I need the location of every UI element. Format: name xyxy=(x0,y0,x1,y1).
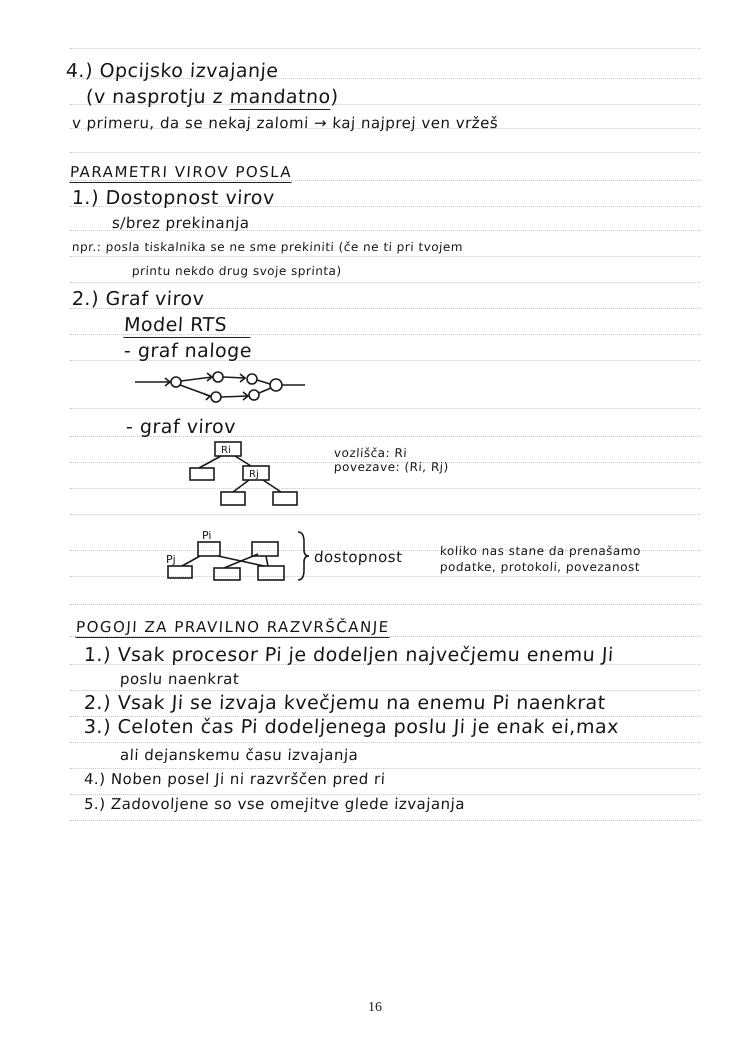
graf-virov-label: - graf virov xyxy=(125,416,237,438)
legend-povezave: povezave: (Ri, Rj) xyxy=(333,460,450,474)
condition-1-line2: poslu naenkrat xyxy=(119,670,240,688)
page-number: 16 xyxy=(368,1000,382,1015)
graf-naloge-label: - graf naloge xyxy=(123,340,253,362)
item-1-example-line1: npr.: posla tiskalnika se ne sme prekiniti (če ne ti pri tvojem xyxy=(71,240,464,254)
condition-2: 2.) Vsak Ji se izvaja kvečjemu na enemu Pi naenkrat xyxy=(83,692,607,714)
section-4-note-suffix: ) xyxy=(330,86,340,108)
resource-tree-diagram xyxy=(185,440,305,510)
condition-3-line2: ali dejanskemu času izvajanja xyxy=(119,746,359,764)
processor-network-diagram xyxy=(160,528,300,588)
pogoji-heading: POGOJI ZA PRAVILNO RAZVRŠČANJE xyxy=(75,618,391,636)
model-rts-heading: Model RTS xyxy=(123,314,251,338)
condition-1-line1: 1.) Vsak procesor Pi je dodeljen največjemu enemu Ji xyxy=(83,644,615,666)
section-4-title: 4.) Opcijsko izvajanje xyxy=(65,60,280,82)
network-label-pi: Pi xyxy=(202,529,212,542)
item-1-sub: s/brez prekinanja xyxy=(111,214,251,232)
section-4-note xyxy=(85,86,339,108)
item-1-example-line2: printu nekdo drug svoje sprinta) xyxy=(131,264,342,278)
dostopnost-label: dostopnost xyxy=(313,548,403,566)
mandatno-underlined: mandatno xyxy=(229,86,332,108)
task-graph-diagram xyxy=(130,370,310,405)
note-cost-line2: podatke, protokoli, povezanost xyxy=(439,560,641,574)
condition-5: 5.) Zadovoljene so vse omejitve glede izvajanja xyxy=(83,795,466,813)
section-4-example: v primeru, da se nekaj zalomi → kaj najprej ven vržeš xyxy=(71,114,499,132)
tree-child-label: Rj xyxy=(249,469,259,480)
section-4-note-prefix: (v nasprotju z xyxy=(85,86,231,108)
note-cost-line1: koliko nas stane da prenašamo xyxy=(439,544,642,558)
condition-4: 4.) Noben posel Ji ni razvrščen pred ri xyxy=(83,770,386,788)
item-1-title: 1.) Dostopnost virov xyxy=(71,187,276,209)
item-2-title: 2.) Graf virov xyxy=(71,288,205,310)
curly-brace-icon xyxy=(296,530,310,582)
network-label-pj: Pj xyxy=(166,553,176,566)
parametri-heading: PARAMETRI VIROV POSLA xyxy=(69,163,293,181)
legend-vozlisca: vozlišča: Ri xyxy=(333,446,408,460)
condition-3-line1: 3.) Celoten čas Pi dodeljenega poslu Ji je enak ei,max xyxy=(83,716,620,738)
tree-root-label: Ri xyxy=(221,445,231,456)
